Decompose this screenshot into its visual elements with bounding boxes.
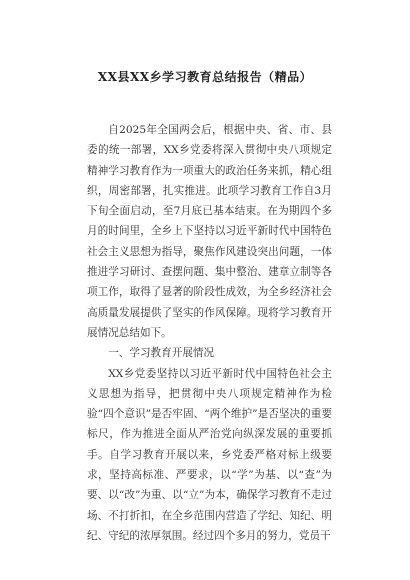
paragraph-intro: 自2025年全国两会后，根据中央、省、市、县委的统一部署，XX乡党委将深入贯彻中央八项规定精神学习教育作为一项重大的政治任务来抓，精心组织，周密部署，扎实推进。此项学习教育工作自3月下旬全面启动，至7月底已基本结束。在为期四个多月的时间里，全乡上下坚持以习近平新时代中国特色社会主义思想为指导，聚焦作风建设突出问题，一体推进学习研讨、查摆问题、集中整治、建章立制等各项工作，取得了显著的阶段性成效，为全乡经济社会高质量发展提供了坚实的作风保障。现将学习教育开展情况总结如下。 [87,124,332,339]
section-heading-1: 一、学习教育开展情况 [108,347,215,360]
document-title: XX县XX乡学习教育总结报告（精品） [97,70,313,84]
document-body [87,120,332,546]
paragraph-section-1: XX乡党委坚持以习近平新时代中国特色社会主义思想为指导，把贯彻中央八项规定精神作为检验“四个意识”是否牢固、“两个维护”是否坚决的重要标尺，作为推进全面从严治党向纵深发展的重要抓手。自学习教育开展以来，乡党委严格对标上级要求，坚持高标准、严要求，以“学”为基、以“查”为要、以“改”为重、以“立”为本，确保学习教育不走过场、不打折扣，在全乡范围内营造了学纪、知纪、明纪、守纪的浓厚氛围。经过四个多月的努力，党员干 [87,367,332,542]
